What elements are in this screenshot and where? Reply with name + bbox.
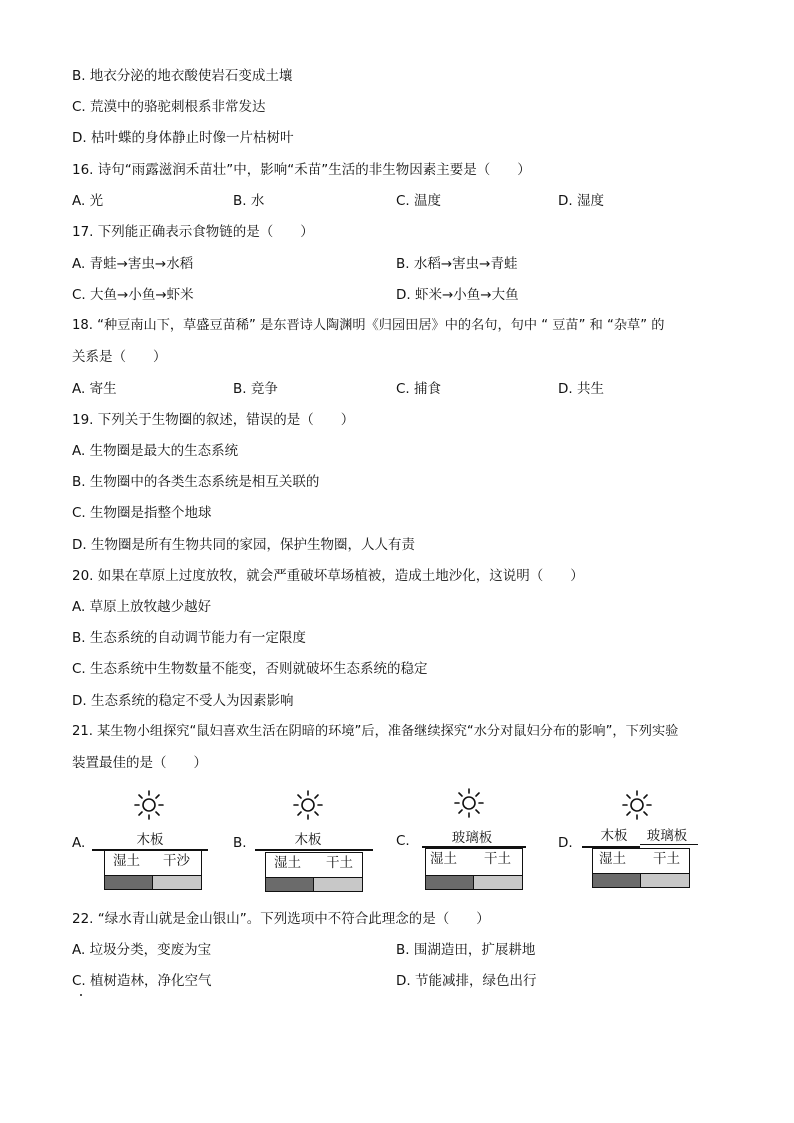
cover-board-glass: [640, 844, 698, 845]
q20-option-d: D. 生态系统的稳定不受人为因素影响: [72, 693, 294, 709]
sun-icon: [134, 790, 164, 820]
q21-stem-line2: 装置最佳的是（ ）: [72, 755, 207, 771]
dry-soil-layer: [314, 877, 362, 891]
right-soil-label: 干沙: [163, 853, 190, 869]
container-box: [425, 848, 523, 890]
apparatus-c: [396, 788, 536, 898]
right-soil-label: 干土: [653, 851, 680, 867]
dry-soil-layer: [153, 875, 201, 889]
right-soil-label: 干土: [326, 855, 353, 871]
q19-stem: 19. 下列关于生物圈的叙述，错误的是（ ）: [72, 412, 355, 428]
wet-soil-layer: [266, 877, 314, 891]
stray-mark: [80, 994, 82, 996]
cover-label-wood: 木板: [600, 828, 628, 844]
q16-option-c: C. 温度: [396, 193, 442, 209]
q20-option-a: A. 草原上放牧越少越好: [72, 599, 212, 615]
q19-option-c: C. 生物圈是指整个地球: [72, 505, 212, 521]
q19-option-b: B. 生物圈中的各类生态系统是相互关联的: [72, 474, 320, 490]
q17-option-b: B. 水稻→害虫→青蛙: [396, 256, 518, 272]
cover-label: 木板: [136, 832, 164, 848]
left-soil-label: 湿土: [113, 853, 140, 869]
q15-option-b: B. 地衣分泌的地衣酸使岩石变成土壤: [72, 68, 293, 84]
q18-option-d: D. 共生: [558, 381, 604, 397]
q22-stem: 22. “绿水青山就是金山银山”。下列选项中不符合此理念的是（ ）: [72, 911, 490, 927]
apparatus-b: [233, 790, 378, 900]
cover-label-glass: 玻璃板: [646, 828, 688, 844]
q21-stem-line1: 21. 某生物小组探究“鼠妇喜欢生活在阴暗的环境”后，准备继续探究“水分对鼠妇分布的影响”，下列实验: [72, 724, 679, 739]
apparatus-letter: B.: [233, 835, 247, 851]
wet-soil-layer: [105, 875, 153, 889]
apparatus-letter: C.: [396, 833, 410, 849]
apparatus-letter: D.: [558, 835, 573, 851]
q17-stem: 17. 下列能正确表示食物链的是（ ）: [72, 224, 314, 240]
container-box: [592, 848, 690, 888]
container-box: [104, 850, 202, 890]
left-soil-label: 湿土: [599, 851, 626, 867]
q18-stem-line1: 18. “种豆南山下，草盛豆苗稀” 是东晋诗人陶渊明《归园田居》中的名句，句中 “ 豆苗” 和 “杂草” 的: [72, 318, 665, 333]
left-soil-label: 湿土: [430, 851, 457, 867]
q22-option-a: A. 垃圾分类，变废为宝: [72, 942, 212, 958]
sun-icon: [622, 790, 652, 820]
cover-label: 木板: [294, 832, 322, 848]
apparatus-a: [72, 790, 212, 900]
apparatus-d: [558, 790, 708, 900]
q16-option-b: B. 水: [233, 193, 265, 209]
q20-option-b: B. 生态系统的自动调节能力有一定限度: [72, 630, 306, 646]
q18-stem-line2: 关系是（ ）: [72, 349, 167, 365]
q15-option-d: D. 枯叶蝶的身体静止时像一片枯树叶: [72, 130, 294, 146]
right-soil-label: 干土: [484, 851, 511, 867]
q17-option-a: A. 青蛙→害虫→水稻: [72, 256, 194, 272]
dry-soil-layer: [641, 873, 689, 887]
q17-option-d: D. 虾米→小鱼→大鱼: [396, 287, 519, 303]
q19-option-d: D. 生物圈是所有生物共同的家园，保护生物圈，人人有责: [72, 537, 415, 553]
wet-soil-layer: [426, 875, 474, 889]
q19-option-a: A. 生物圈是最大的生态系统: [72, 443, 239, 459]
q22-option-c: C. 植树造林，净化空气: [72, 973, 212, 989]
q22-option-d: D. 节能减排，绿色出行: [396, 973, 537, 989]
left-soil-label: 湿土: [274, 855, 301, 871]
q18-option-c: C. 捕食: [396, 381, 442, 397]
apparatus-letter: A.: [72, 835, 86, 851]
wet-soil-layer: [593, 873, 641, 887]
dry-soil-layer: [474, 875, 522, 889]
container-box: [265, 852, 363, 892]
q16-stem: 16. 诗句“雨露滋润禾苗壮”中，影响“禾苗”生活的非生物因素主要是（ ）: [72, 162, 531, 178]
q20-option-c: C. 生态系统中生物数量不能变，否则就破坏生态系统的稳定: [72, 661, 428, 677]
q18-option-a: A. 寄生: [72, 381, 117, 397]
q16-option-d: D. 湿度: [558, 193, 604, 209]
q15-option-c: C. 荒漠中的骆驼刺根系非常发达: [72, 99, 266, 115]
q18-option-b: B. 竞争: [233, 381, 278, 397]
cover-board: [255, 849, 373, 851]
q20-stem: 20. 如果在草原上过度放牧，就会严重破坏草场植被，造成土地沙化，这说明（ ）: [72, 568, 584, 584]
cover-label: 玻璃板: [451, 830, 493, 846]
sun-icon: [293, 790, 323, 820]
q22-option-b: B. 围湖造田，扩展耕地: [396, 942, 536, 958]
q16-option-a: A. 光: [72, 193, 104, 209]
q17-option-c: C. 大鱼→小鱼→虾米: [72, 287, 194, 303]
sun-icon: [454, 788, 484, 818]
